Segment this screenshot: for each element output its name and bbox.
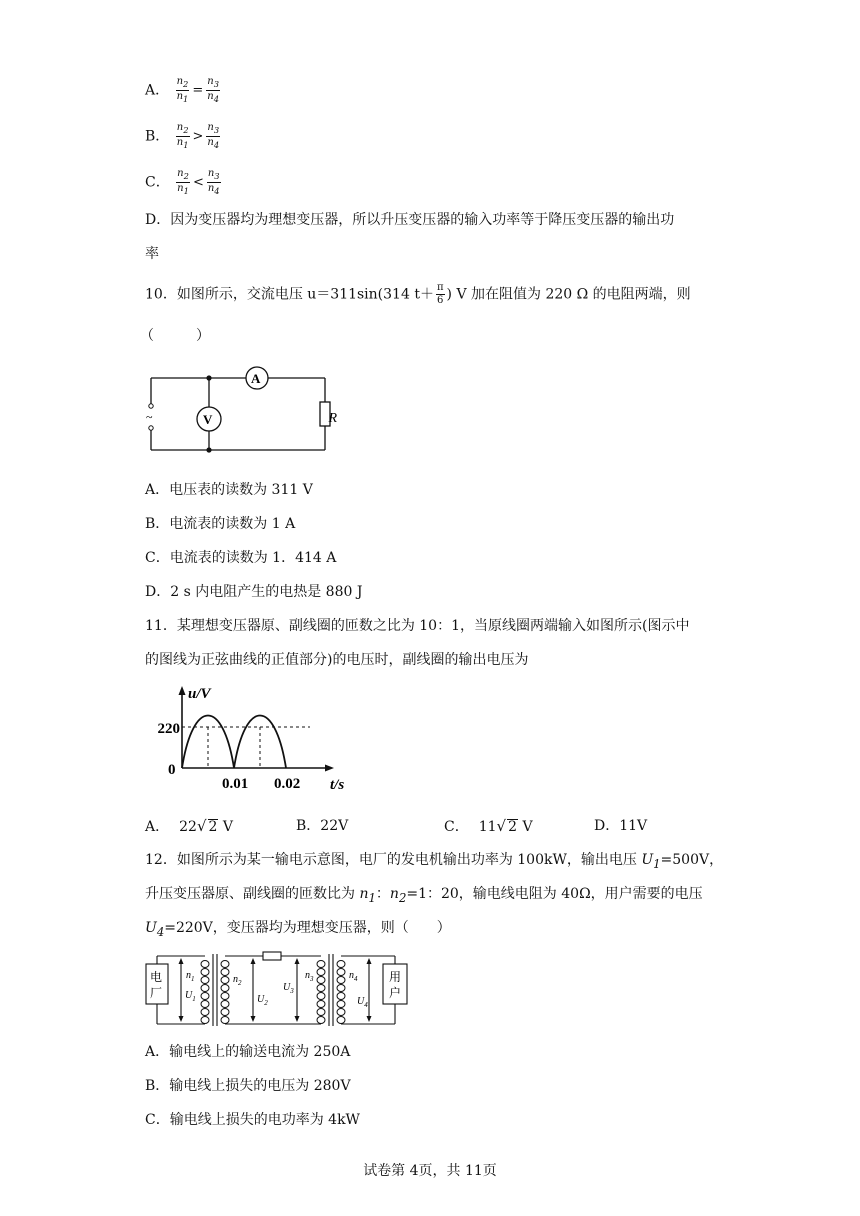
page-footer: 试卷第 4页，共 11页 [363, 1163, 497, 1179]
q9-option-a [145, 76, 222, 105]
user-label-2: 户 [389, 986, 402, 1000]
q12-stem-line1: 12．如图所示为某一输电示意图，电厂的发电机输出功率为 100kW，输出电压 $U_1=500V$， [145, 852, 724, 871]
plant-label-1: 电 [150, 970, 163, 984]
voltmeter-label: V [203, 412, 213, 427]
opt-c-coefficient: 11 [478, 819, 497, 835]
fraction-n2-n1: $\frac{n_2}{n_1}$ [177, 168, 189, 196]
q11-option-d: D．11V [594, 818, 648, 834]
svg-text:n2: $n_2$ [233, 974, 242, 987]
q12-option-b: B．输电线上损失的电压为 280V [145, 1078, 351, 1094]
user-label-1: 用 [389, 970, 402, 984]
fraction-n3-n4: $\frac{n_3}{n_4}$ [207, 76, 220, 104]
tick-label-0-01: 0.01 [222, 776, 249, 792]
q12-stem-line2: 升压变压器原、副线圈的匝数比为 $n_1$：$n_2=1$：20，输电线电阻为 40Ω，用户需要的电压 [145, 886, 703, 905]
q10-stem-pre: 10．如图所示，交流电压 u＝311sin(314 t＋ [145, 286, 434, 303]
q10-option-d: D．2 s 内电阻产生的电热是 880 J [145, 584, 363, 600]
sqrt-icon: √ [196, 817, 207, 835]
q10-option-c: C．电流表的读数为 1．414 A [145, 550, 337, 566]
coil-n1-icon [201, 961, 209, 1024]
plant-label-2: 厂 [150, 986, 163, 1000]
q12-option-a: A．输电线上的输送电流为 250A [145, 1044, 351, 1060]
fraction-n2-n1: $\frac{n_2}{n_1}$ [176, 122, 189, 150]
q9-option-d-line2: 率 [145, 246, 159, 262]
svg-text:U3: $U_3$ [283, 982, 294, 995]
resistor-label: R [328, 411, 337, 426]
q9-option-c [145, 168, 223, 197]
ammeter-icon [246, 367, 268, 389]
q11-option-c: C． 11√ 2 V [444, 817, 533, 835]
fraction-n3-n4: $\frac{n_3}{n_4}$ [207, 168, 220, 196]
relation-sign: > [192, 128, 204, 144]
origin-label: 0 [168, 762, 176, 778]
q10-stem [145, 282, 691, 307]
q12-option-c: C．输电线上损失的电功率为 4kW [145, 1112, 360, 1128]
q12-transmission-diagram [143, 950, 413, 1030]
q9-option-d-line1: D．因为变压器均为理想变压器，所以升压变压器的输入功率等于降压变压器的输出功 [145, 212, 675, 228]
q11-stem-line1: 11．某理想变压器原、副线圈的匝数之比为 10：1，当原线圈两端输入如图所示(图示中 [145, 618, 690, 634]
q11-option-b: B．22V [296, 818, 349, 834]
q9-option-b [145, 122, 222, 151]
fraction-n2-n1: $\frac{n_2}{n_1}$ [176, 76, 189, 104]
option-letter: A． [145, 82, 170, 99]
peak-value-label: 220 [157, 721, 180, 737]
option-letter: B． [145, 128, 170, 145]
svg-text:U4: $U_4$ [357, 996, 368, 1009]
q11-voltage-graph [157, 686, 368, 796]
svg-text:U1: $U_1$ [185, 990, 196, 1003]
voltmeter-icon [197, 407, 221, 431]
q10-stem-post: ) V 加在阻值为 220 Ω 的电阻两端，则 [446, 286, 691, 303]
tick-label-0-02: 0.02 [274, 776, 301, 792]
coil-n2-icon [221, 961, 229, 1024]
q10-circuit-diagram [143, 366, 337, 456]
ac-source-symbol: ~ [146, 410, 153, 424]
q11-stem-line2: 的图线为正弦曲线的正值部分)的电压时，副线圈的输出电压为 [145, 652, 529, 668]
q10-option-a: A．电压表的读数为 311 V [145, 482, 313, 498]
coil-n3-icon [317, 961, 325, 1024]
sqrt-icon: √ [496, 817, 507, 835]
coil-n4-icon [337, 961, 345, 1024]
svg-text:n1: $n_1$ [186, 970, 195, 983]
ammeter-label: A [251, 371, 261, 386]
opt-a-coefficient: 22 [179, 819, 197, 835]
axis-y-label: u/V [188, 686, 211, 702]
svg-text:n4: $n_4$ [349, 970, 358, 983]
q11-option-a: A． 22√ 2 V [145, 817, 234, 835]
q10-answer-paren: （ ） [140, 328, 210, 344]
fraction-pi-over-6: $\frac{\pi}{6}$ [436, 282, 444, 306]
q10-option-b: B．电流表的读数为 1 A [145, 516, 296, 532]
svg-text:U2: $U_2$ [257, 994, 268, 1007]
q12-stem-line3: $U_4=220V$，变压器均为理想变压器，则（ ） [145, 920, 451, 939]
fraction-n3-n4: $\frac{n_3}{n_4}$ [207, 122, 220, 150]
relation-sign: < [192, 174, 204, 190]
svg-text:n3: $n_3$ [305, 970, 314, 983]
option-letter: C． [145, 174, 170, 191]
relation-sign: = [192, 82, 204, 98]
axis-x-label: t/s [330, 777, 345, 793]
